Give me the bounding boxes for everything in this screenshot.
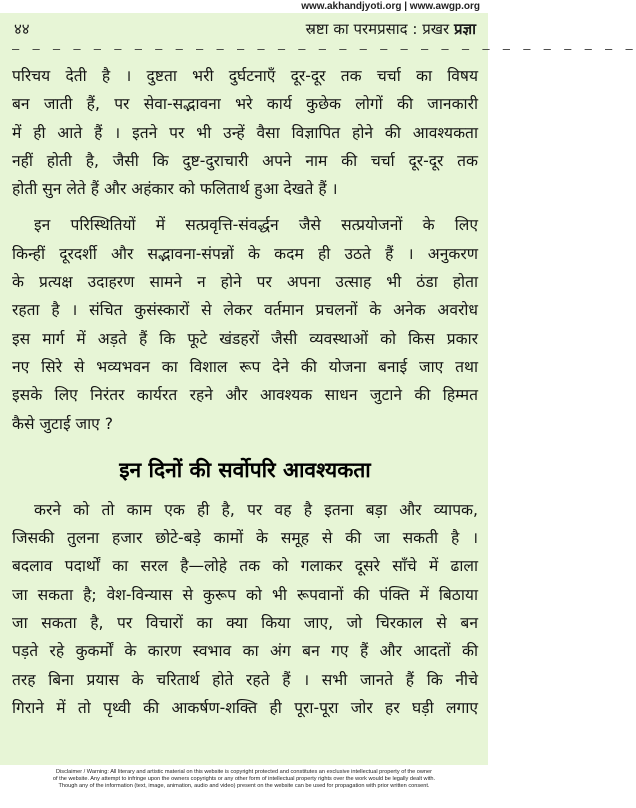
header-separator: — — — — — — — — — — — — — — — — — — — — — — — — — — — — — — —	[12, 42, 636, 56]
paragraph-3	[12, 496, 478, 722]
text-line: रहता है । संचित कुसंस्कारों से लेकर वर्तमान प्रचलनों के अनेक अवरोध	[12, 301, 478, 320]
page-header	[14, 17, 476, 41]
copyright-disclaimer	[0, 766, 488, 808]
disclaimer-line: Disclaimer / Warning: All literary and artistic material on this website is copyright protected and constitutes an exclusive intellectual property of the owner	[56, 769, 432, 775]
book-page	[0, 13, 636, 765]
page-number: ४४	[14, 20, 30, 38]
text-line: में ही आते हैं । इतने पर भी उन्हें वैसा विज्ञापित होने की आवश्यकता	[12, 123, 478, 142]
text-line: नहीं होती है, जैसी कि दुष्ट-दुराचारी अपने नाम की चर्चा दूर-दूर तक	[12, 151, 478, 170]
text-line: करने को तो काम एक ही है, पर वह है इतना बड़ा और व्यापक,	[34, 500, 478, 519]
paragraph-1	[12, 62, 478, 203]
text-line: इस मार्ग में अड़ते हैं कि फूटे खंडहरों जैसी व्यवस्थाओं को किस प्रकार	[12, 329, 478, 348]
text-line: इसके लिए निरंतर कार्यरत रहने और आवश्यक साधन जुटाने की हिम्मत	[12, 386, 478, 405]
text-line: के प्रत्यक्ष उदाहरण सामने न होने पर अपना उत्साह भी ठंडा होता	[12, 273, 478, 292]
text-line: जा सकता है, पर विचारों का क्या किया जाए, जो चिरकाल से बन	[12, 614, 478, 633]
text-line: परिचय देती है । दुष्टता भरी दुर्घटनाएँ दूर-दूर तक चर्चा का विषय	[12, 67, 478, 85]
text-line: बदलाव पदार्थों का सरल है—लोहे तक को गलाकर दूसरे साँचे में ढाला	[12, 557, 478, 576]
text-line: तरह बिना प्रयास के चरितार्थ होते रहते हैं । सभी जानते हैं कि नीचे	[12, 670, 478, 689]
text-line: नए सिरे से भव्यभवन का विशाल रूप देने की योजना बनाई जाए तथा	[12, 357, 478, 376]
running-title	[306, 17, 476, 41]
text-line: कैसे जुटाई जाए ?	[12, 414, 114, 433]
running-title-text: स्रष्टा का परमप्रसाद : प्रखर	[305, 20, 450, 38]
text-line: किन्हीं दूरदर्शी और सद्भावना-संपन्नों के कदम ही उठते हैं । अनुकरण	[12, 244, 478, 263]
section-heading: इन दिनों की सर्वोपरि आवश्यकता	[119, 457, 371, 482]
website-urls: www.akhandjyoti.org | www.awgp.org	[301, 1, 480, 12]
paragraph-2	[12, 211, 478, 437]
disclaimer-line: Though any of the information (text, image, animation, audio and video) present on the website can be used for propagation with prior written consent.	[58, 783, 430, 789]
text-line: पड़ते रहे कुकर्मों के कारण स्वभाव का अंग बन गए हैं और आदतों की	[12, 642, 478, 661]
page-body	[12, 62, 478, 722]
text-line: जिसकी तुलना हजार छोटे-बड़े कामों के समूह से की जा सकती है ।	[12, 529, 478, 548]
text-line: जा सकता है; वेश-विन्यास से कुरूप को भी रूपवानों की पंक्ति में बिठाया	[12, 585, 478, 604]
text-line: गिराने में तो पृथ्वी की आकर्षण-शक्ति ही पूरा-पूरा जोर हर घड़ी लगाए	[12, 698, 478, 717]
text-line: होती सुन लेते हैं और अहंकार को फलितार्थ हुआ देखते हैं ।	[12, 180, 338, 199]
text-line: बन जाती हैं, पर सेवा-सद्भावना भरे कार्य कुछेक लोगों की जानकारी	[12, 95, 478, 114]
running-title-bold: प्रज्ञा	[453, 20, 476, 38]
disclaimer-line: of the website. Any attempt to infringe upon the owners copyrights or any other form of intellectual property rights over the work would be legally dealt with.	[52, 776, 436, 782]
text-line: इन परिस्थितियों में सत्प्रवृत्ति-संवर्द्धन जैसे सत्प्रयोजनों के लिए	[34, 216, 478, 235]
